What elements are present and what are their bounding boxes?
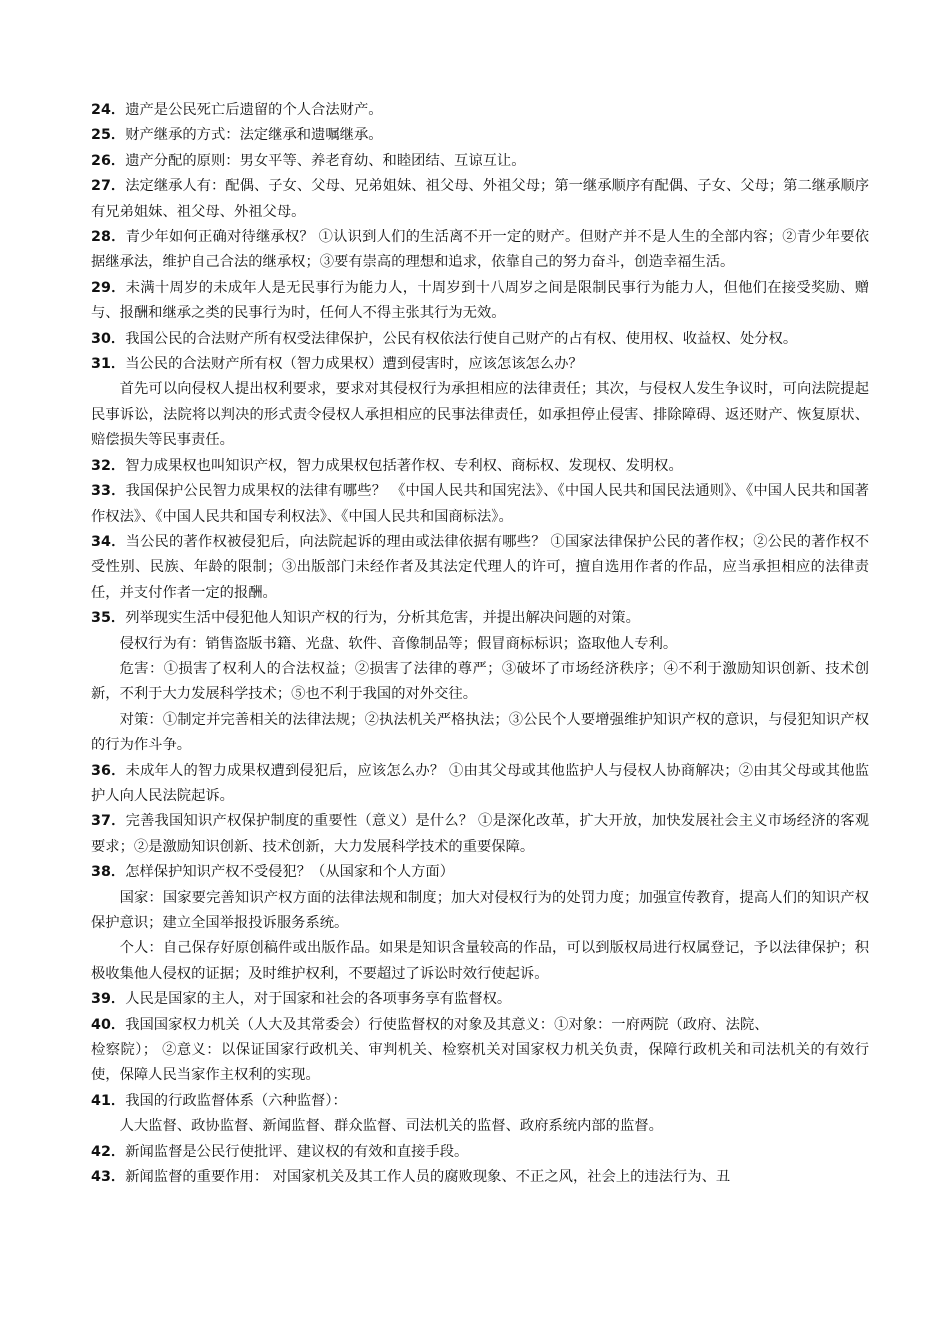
item-number: 43． [91, 1169, 126, 1186]
item-number: 30． [91, 330, 126, 347]
item-25 [91, 123, 869, 148]
item-number: 27． [91, 178, 126, 195]
item-40 [91, 1013, 869, 1038]
item-number: 40． [91, 1016, 126, 1033]
item-31 [91, 352, 869, 377]
item-text: 我国保护公民智力成果权的法律有哪些？ 《中国人民共和国宪法》、《中国人民共和国民法通则》、《中国人民共和国著作权法》、《中国人民共和国专利权法》、《中国人民共和国商标法》。 [91, 483, 869, 525]
item-text: 智力成果权也叫知识产权，智力成果权包括著作权、专利权、商标权、发现权、发明权。 [125, 457, 683, 474]
item-26 [91, 149, 869, 174]
item-text: 检察院）； ②意义：以保证国家行政机关、审判机关、检察机关对国家权力机关负责，保障行政机关和司法机关的有效行使，保障人民当家作主权利的实现。 [91, 1042, 869, 1084]
item-37 [91, 809, 869, 860]
item-text: 未成年人的智力成果权遭到侵犯后，应该怎么办？ ①由其父母或其他监护人与侵权人协商解决；②由其父母或其他监护人向人民法院起诉。 [91, 762, 869, 804]
item-number: 35． [91, 610, 126, 627]
item-text: 怎样保护知识产权不受侵犯？（从国家和个人方面） [125, 864, 455, 881]
item-number: 29． [91, 279, 126, 296]
item-text: 人民是国家的主人，对于国家和社会的各项事务享有监督权。 [125, 991, 512, 1008]
item-35-measures [91, 708, 869, 759]
item-number: 24． [91, 102, 126, 118]
item-36 [91, 759, 869, 810]
item-28 [91, 225, 869, 276]
item-number: 34． [91, 533, 126, 550]
item-30 [91, 327, 869, 352]
item-number: 31． [91, 356, 126, 373]
item-number: 28． [91, 229, 126, 246]
item-31-answer [91, 377, 869, 453]
item-text: 青少年如何正确对待继承权？ ①认识到人们的生活离不开一定的财产。但财产并不是人生的全部内容；②青少年要依据继承法，维护自己合法的继承权；③要有崇高的理想和追求，依靠自己的努力奋斗，创造幸福生活。 [91, 229, 869, 271]
item-text: 我国的行政监督体系（六种监督）： [125, 1092, 347, 1109]
item-text: 当公民的合法财产所有权（智力成果权）遭到侵害时，应该怎该怎么办？ [125, 356, 583, 373]
item-32 [91, 454, 869, 479]
item-number: 26． [91, 152, 126, 169]
item-text: 新闻监督是公民行使批评、建议权的有效和直接手段。 [125, 1143, 469, 1160]
item-text: 国家：国家要完善知识产权方面的法律法规和制度；加大对侵权行为的处罚力度；加强宣传教育，提高人们的知识产权保护意识；建立全国举报投诉服务系统。 [91, 889, 869, 931]
item-text: 法定继承人有：配偶、子女、父母、兄弟姐妹、祖父母、外祖父母；第一继承顺序有配偶、子女、父母；第二继承顺序有兄弟姐妹、祖父母、外祖父母。 [91, 178, 869, 220]
item-number: 39． [91, 991, 126, 1008]
item-39 [91, 987, 869, 1012]
item-text: 对策：①制定并完善相关的法律法规；②执法机关严格执法；③公民个人要增强维护知识产权的意识，与侵犯知识产权的行为作斗争。 [91, 711, 869, 754]
item-text: 完善我国知识产权保护制度的重要性（意义）是什么？ ①是深化改革，扩大开放，加快发展社会主义市场经济的客观要求；②是激励知识创新、技术创新，大力发展科学技术的重要保障。 [91, 813, 869, 855]
item-text: 列举现实生活中侵犯他人知识产权的行为，分析其危害，并提出解决问题的对策。 [125, 610, 640, 627]
item-text: 侵权行为有：销售盗版书籍、光盘、软件、音像制品等；假冒商标标识；盗取他人专利。 [119, 635, 678, 652]
item-text: 危害：①损害了权利人的合法权益；②损害了法律的尊严；③破坏了市场经济秩序；④不利于激励知识创新、技术创新，不利于大力发展科学技术；⑤也不利于我国的对外交往。 [91, 660, 869, 703]
item-number: 42． [91, 1143, 126, 1160]
item-text: 新闻监督的重要作用： 对国家机关及其工作人员的腐败现象、不正之风，社会上的违法行为、丑 [125, 1169, 731, 1186]
item-number: 38． [91, 864, 126, 881]
item-38-individual [91, 936, 869, 987]
item-24 [91, 98, 869, 123]
item-number: 33． [91, 483, 126, 500]
item-text: 遗产分配的原则：男女平等、养老育幼、和睦团结、互谅互让。 [125, 152, 526, 169]
item-number: 32． [91, 457, 126, 474]
item-number: 25． [91, 127, 126, 144]
item-29 [91, 276, 869, 327]
item-number: 37． [91, 813, 126, 830]
item-number: 36． [91, 762, 126, 779]
item-text: 个人：自己保存好原创稿件或出版作品。如果是知识含量较高的作品，可以到版权局进行权属登记，予以法律保护；积极收集他人侵权的证据；及时维护权利，不要超过了诉讼时效行使起诉。 [91, 940, 869, 982]
item-41-list [91, 1114, 869, 1139]
item-38 [91, 860, 869, 885]
item-42 [91, 1140, 869, 1165]
item-text: 首先可以向侵权人提出权利要求，要求对其侵权行为承担相应的法律责任；其次，与侵权人发生争议时，可向法院提起民事诉讼，法院将以判决的形式责令侵权人承担相应的民事法律责任，如承担停止侵害、排除障碍、返还财产、恢复原状、赔偿损失等民事责任。 [91, 381, 869, 449]
item-33 [91, 479, 869, 530]
item-text: 当公民的著作权被侵犯后，向法院起诉的理由或法律依据有哪些？ ①国家法律保护公民的著作权；②公民的著作权不受性别、民族、年龄的限制；③出版部门未经作者及其法定代理人的许可，擅自选用作者的作品，应当承担相应的法律责任，并支付作者一定的报酬。 [91, 533, 869, 601]
item-text: 我国国家权力机关（人大及其常委会）行使监督权的对象及其意义：①对象：一府两院（政府、法院、 [125, 1016, 769, 1033]
item-35-harms [91, 657, 869, 708]
item-text: 人大监督、政协监督、新闻监督、群众监督、司法机关的监督、政府系统内部的监督。 [119, 1118, 663, 1135]
item-35-behaviors [91, 632, 869, 657]
item-text: 遗产是公民死亡后遗留的个人合法财产。 [125, 102, 383, 118]
item-38-country [91, 886, 869, 937]
item-text: 我国公民的合法财产所有权受法律保护，公民有权依法行使自己财产的占有权、使用权、收益权、处分权。 [125, 330, 798, 347]
document-body [91, 98, 869, 1190]
item-text: 财产继承的方式：法定继承和遗嘱继承。 [125, 127, 383, 144]
item-35 [91, 606, 869, 631]
item-43 [91, 1165, 869, 1190]
item-number: 41． [91, 1092, 126, 1109]
item-41 [91, 1089, 869, 1114]
item-40-continued [91, 1038, 869, 1089]
item-27 [91, 174, 869, 225]
item-text: 未满十周岁的未成年人是无民事行为能力人，十周岁到十八周岁之间是限制民事行为能力人，但他们在接受奖励、赠与、报酬和继承之类的民事行为时，任何人不得主张其行为无效。 [91, 279, 869, 322]
item-34 [91, 530, 869, 606]
